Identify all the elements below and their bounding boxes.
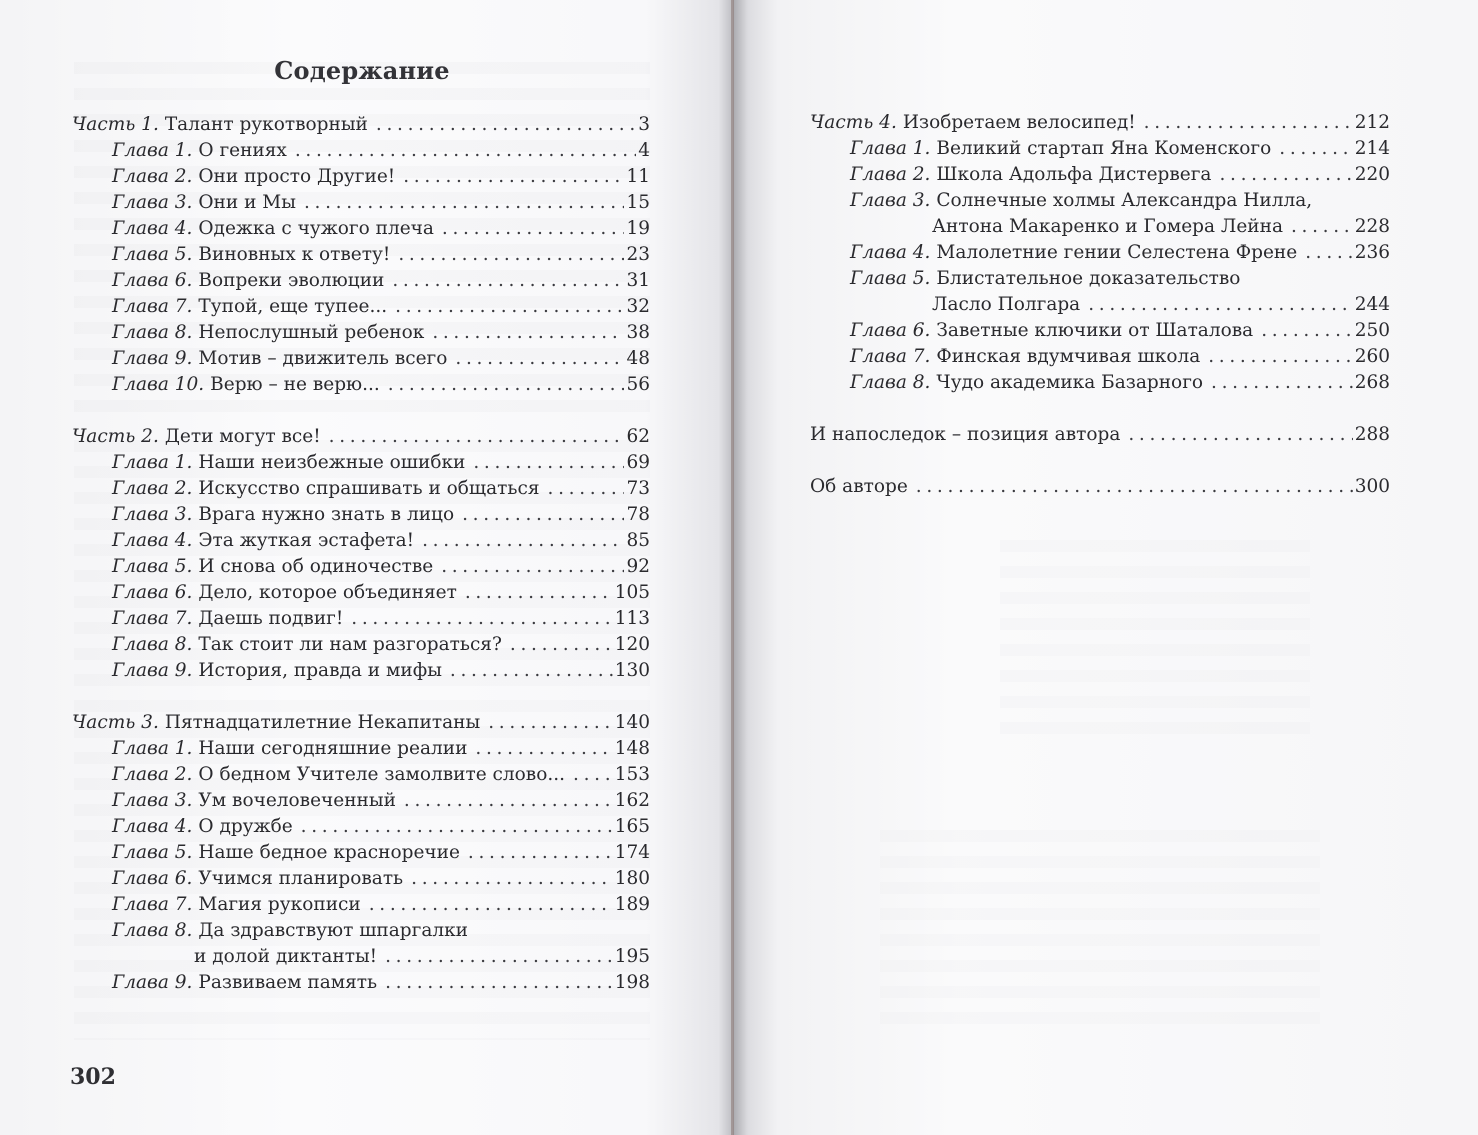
entry-page-number: 180 xyxy=(614,868,650,889)
entry-label: Глава 5. xyxy=(112,556,193,577)
toc-chapter-entry xyxy=(72,502,650,528)
toc-chapter-entry xyxy=(72,320,650,346)
dot-leader xyxy=(916,474,1353,500)
entry-title: Солнечные холмы Александра Нилла, xyxy=(936,190,1313,211)
toc-chapter-entry xyxy=(810,240,1390,266)
entry-title: Школа Адольфа Дистервега xyxy=(936,164,1212,185)
entry-page-number: 148 xyxy=(614,738,650,759)
toc-chapter-entry xyxy=(72,294,650,320)
entry-page-number: 19 xyxy=(626,218,650,239)
entry-title: Магия рукописи xyxy=(198,894,361,915)
toc-chapter-entry xyxy=(72,450,650,476)
entry-label: Глава 1. xyxy=(112,140,193,161)
book-gutter xyxy=(731,0,734,1135)
entry-title: Так стоит ли нам разгораться? xyxy=(198,634,502,655)
entry-page-number: 78 xyxy=(626,504,650,525)
entry-title: Дети могут все! xyxy=(164,426,321,447)
entry-label: Глава 1. xyxy=(112,738,193,759)
entry-label: Глава 10. xyxy=(112,374,205,395)
page-title: Содержание xyxy=(274,56,450,85)
toc-chapter-entry xyxy=(810,162,1390,188)
entry-page-number: 32 xyxy=(626,296,650,317)
entry-label: Глава 6. xyxy=(850,320,931,341)
entry-title: О дружбе xyxy=(198,816,293,837)
entry-label: Часть 2. xyxy=(72,426,159,447)
dot-leader xyxy=(403,164,624,190)
toc-chapter-entry xyxy=(72,918,650,944)
dot-leader xyxy=(398,242,624,268)
toc-chapter-entry xyxy=(72,268,650,294)
entry-title: Финская вдумчивая школа xyxy=(936,346,1201,367)
toc-chapter-entry xyxy=(72,216,650,242)
entry-label: Глава 4. xyxy=(112,218,193,239)
entry-page-number: 3 xyxy=(638,114,650,135)
entry-title: Наши неизбежные ошибки xyxy=(198,452,466,473)
entry-page-number: 174 xyxy=(614,842,650,863)
entry-label: Глава 4. xyxy=(112,530,193,551)
entry-label: Глава 8. xyxy=(112,322,193,343)
toc-chapter-entry xyxy=(72,762,650,788)
toc-chapter-entry xyxy=(72,840,650,866)
toc-part-entry xyxy=(72,710,650,736)
entry-title: Пятнадцатилетние Некапитаны xyxy=(164,712,481,733)
toc-chapter-entry xyxy=(72,892,650,918)
entry-page-number: 69 xyxy=(626,452,650,473)
entry-title: История, правда и мифы xyxy=(198,660,442,681)
dot-leader xyxy=(295,138,636,164)
entry-page-number: 4 xyxy=(638,140,650,161)
entry-label: Глава 9. xyxy=(112,348,193,369)
entry-title: Чудо академика Базарного xyxy=(936,372,1204,393)
dot-leader xyxy=(1208,344,1352,370)
toc-left-column xyxy=(72,112,650,996)
entry-title: Эта жуткая эстафета! xyxy=(198,530,415,551)
entry-title: Вопреки эволюции xyxy=(198,270,385,291)
entry-title: Одежка с чужого плеча xyxy=(198,218,434,239)
entry-page-number: 85 xyxy=(626,530,650,551)
entry-title: Развиваем память xyxy=(198,972,378,993)
dot-leader xyxy=(1128,422,1352,448)
entry-label: Глава 2. xyxy=(112,478,193,499)
toc-chapter-entry xyxy=(810,344,1390,370)
toc-chapter-entry xyxy=(810,292,1390,318)
dot-leader xyxy=(1144,110,1353,136)
toc-part-entry xyxy=(72,112,650,138)
toc-chapter-entry xyxy=(810,318,1390,344)
toc-chapter-entry xyxy=(72,632,650,658)
entry-label: Глава 2. xyxy=(112,166,193,187)
dot-leader xyxy=(548,476,625,502)
entry-page-number: 228 xyxy=(1354,216,1390,237)
entry-label: Часть 1. xyxy=(72,114,159,135)
dot-leader xyxy=(1219,162,1352,188)
entry-page-number: 250 xyxy=(1354,320,1390,341)
entry-title: Антона Макаренко и Гомера Лейна xyxy=(932,216,1283,237)
entry-label: Глава 3. xyxy=(112,504,193,525)
entry-title: Великий стартап Яна Коменского xyxy=(936,138,1272,159)
entry-label: Глава 8. xyxy=(850,372,931,393)
entry-label: Глава 5. xyxy=(850,268,931,289)
entry-page-number: 153 xyxy=(614,764,650,785)
entry-page-number: 15 xyxy=(626,192,650,213)
entry-page-number: 11 xyxy=(626,166,650,187)
toc-chapter-entry xyxy=(72,970,650,996)
entry-page-number: 189 xyxy=(614,894,650,915)
toc-chapter-entry xyxy=(72,528,650,554)
dot-leader xyxy=(395,294,624,320)
entry-page-number: 244 xyxy=(1354,294,1390,315)
entry-page-number: 165 xyxy=(614,816,650,837)
entry-title: Они просто Другие! xyxy=(198,166,396,187)
entry-label: Глава 8. xyxy=(112,634,193,655)
dot-leader xyxy=(351,606,612,632)
show-through-right xyxy=(1000,540,1310,740)
entry-page-number: 300 xyxy=(1354,476,1390,497)
entry-page-number: 268 xyxy=(1354,372,1390,393)
toc-chapter-entry xyxy=(72,606,650,632)
dot-leader xyxy=(385,970,613,996)
toc-chapter-entry xyxy=(72,788,650,814)
dot-leader xyxy=(1211,370,1353,396)
entry-label: Глава 2. xyxy=(850,164,931,185)
entry-title: Наши сегодняшние реалии xyxy=(198,738,468,759)
entry-label: Часть 3. xyxy=(72,712,159,733)
entry-page-number: 56 xyxy=(626,374,650,395)
toc-part-entry xyxy=(72,424,650,450)
toc-chapter-entry xyxy=(810,214,1390,240)
toc-part-entry xyxy=(810,474,1390,500)
page-number: 302 xyxy=(70,1064,116,1090)
dot-leader xyxy=(304,190,624,216)
dot-leader xyxy=(1291,214,1353,240)
entry-page-number: 38 xyxy=(626,322,650,343)
entry-page-number: 260 xyxy=(1354,346,1390,367)
entry-label: Глава 7. xyxy=(112,894,193,915)
entry-title: Дело, которое объединяет xyxy=(198,582,457,603)
dot-leader xyxy=(450,658,613,684)
toc-chapter-entry xyxy=(810,370,1390,396)
dot-leader xyxy=(1305,240,1352,266)
entry-page-number: 113 xyxy=(614,608,650,629)
entry-page-number: 162 xyxy=(614,790,650,811)
toc-chapter-entry xyxy=(72,658,650,684)
dot-leader xyxy=(432,320,624,346)
entry-label: Глава 9. xyxy=(112,972,193,993)
toc-chapter-entry xyxy=(72,476,650,502)
entry-label: Глава 5. xyxy=(112,842,193,863)
toc-chapter-entry xyxy=(72,866,650,892)
dot-leader xyxy=(455,346,624,372)
entry-label: Глава 3. xyxy=(850,190,931,211)
entry-label: Глава 4. xyxy=(112,816,193,837)
entry-title: Непослушный ребенок xyxy=(198,322,425,343)
entry-title: Ласло Полгара xyxy=(932,294,1081,315)
entry-label: Глава 6. xyxy=(112,868,193,889)
toc-chapter-entry xyxy=(810,266,1390,292)
entry-title: и долой диктанты! xyxy=(194,946,378,967)
entry-title: Изобретаем велосипед! xyxy=(902,112,1136,133)
entry-page-number: 31 xyxy=(626,270,650,291)
show-through-right-lower xyxy=(880,830,1320,1030)
entry-label: Глава 6. xyxy=(112,270,193,291)
toc-chapter-entry xyxy=(72,138,650,164)
toc-chapter-entry xyxy=(72,164,650,190)
dot-leader xyxy=(369,892,613,918)
toc-part-entry xyxy=(810,422,1390,448)
entry-page-number: 105 xyxy=(614,582,650,603)
toc-chapter-entry xyxy=(72,242,650,268)
toc-chapter-entry xyxy=(72,580,650,606)
entry-label: Глава 1. xyxy=(850,138,931,159)
toc-chapter-entry xyxy=(72,814,650,840)
entry-label: Глава 3. xyxy=(112,192,193,213)
entry-title: Виновных к ответу! xyxy=(198,244,391,265)
toc-chapter-entry xyxy=(72,372,650,398)
entry-label: Глава 9. xyxy=(112,660,193,681)
entry-page-number: 48 xyxy=(626,348,650,369)
entry-page-number: 198 xyxy=(614,972,650,993)
toc-chapter-entry xyxy=(72,554,650,580)
dot-leader xyxy=(385,944,613,970)
dot-leader xyxy=(573,762,613,788)
entry-title: Верю – не верю... xyxy=(210,374,380,395)
entry-title: О бедном Учителе замолвите слово... xyxy=(198,764,566,785)
entry-page-number: 195 xyxy=(614,946,650,967)
entry-title: Заветные ключики от Шаталова xyxy=(936,320,1254,341)
entry-label: Глава 8. xyxy=(112,920,193,941)
entry-label: Глава 7. xyxy=(112,296,193,317)
dot-leader xyxy=(1279,136,1352,162)
entry-title: Да здравствуют шпаргалки xyxy=(198,920,468,941)
entry-title: Малолетние гении Селестена Френе xyxy=(936,242,1298,263)
entry-title: Учимся планировать xyxy=(198,868,404,889)
entry-title: Ум вочеловеченный xyxy=(198,790,396,811)
entry-label: Часть 4. xyxy=(810,112,897,133)
entry-page-number: 92 xyxy=(626,556,650,577)
entry-title: О гениях xyxy=(198,140,287,161)
toc-chapter-entry xyxy=(72,190,650,216)
dot-leader xyxy=(441,554,624,580)
dot-leader xyxy=(468,840,613,866)
entry-label: Глава 3. xyxy=(112,790,193,811)
entry-page-number: 73 xyxy=(626,478,650,499)
toc-chapter-entry xyxy=(810,188,1390,214)
dot-leader xyxy=(1261,318,1353,344)
entry-label: Глава 7. xyxy=(850,346,931,367)
entry-title: Тупой, еще тупее... xyxy=(198,296,388,317)
dot-leader xyxy=(388,372,625,398)
toc-chapter-entry xyxy=(72,736,650,762)
toc-chapter-entry xyxy=(72,944,650,970)
entry-title: Искусство спрашивать и общаться xyxy=(198,478,540,499)
toc-chapter-entry xyxy=(810,136,1390,162)
dot-leader xyxy=(442,216,625,242)
entry-title: Даешь подвиг! xyxy=(198,608,344,629)
dot-leader xyxy=(1088,292,1352,318)
entry-title: Наше бедное красноречие xyxy=(198,842,460,863)
entry-label: Глава 1. xyxy=(112,452,193,473)
dot-leader xyxy=(411,866,613,892)
entry-title: Об авторе xyxy=(810,476,908,497)
entry-title: Врага нужно знать в лицо xyxy=(198,504,455,525)
entry-page-number: 288 xyxy=(1354,424,1390,445)
entry-label: Глава 2. xyxy=(112,764,193,785)
entry-page-number: 236 xyxy=(1354,242,1390,263)
entry-title: И напоследок – позиция автора xyxy=(810,424,1121,445)
entry-title: Талант рукотворный xyxy=(164,114,368,135)
entry-page-number: 23 xyxy=(626,244,650,265)
dot-leader xyxy=(392,268,624,294)
entry-page-number: 120 xyxy=(614,634,650,655)
entry-label: Глава 6. xyxy=(112,582,193,603)
entry-title: Они и Мы xyxy=(198,192,296,213)
toc-right-column xyxy=(810,110,1390,500)
dot-leader xyxy=(376,112,636,138)
toc-part-entry xyxy=(810,110,1390,136)
dot-leader xyxy=(329,424,625,450)
dot-leader xyxy=(404,788,613,814)
dot-leader xyxy=(462,502,624,528)
dot-leader xyxy=(422,528,624,554)
dot-leader xyxy=(510,632,613,658)
entry-page-number: 214 xyxy=(1354,138,1390,159)
entry-title: И снова об одиночестве xyxy=(198,556,434,577)
entry-label: Глава 5. xyxy=(112,244,193,265)
entry-title: Мотив – движитель всего xyxy=(198,348,448,369)
entry-page-number: 140 xyxy=(614,712,650,733)
dot-leader xyxy=(488,710,612,736)
entry-label: Глава 4. xyxy=(850,242,931,263)
dot-leader xyxy=(473,450,624,476)
toc-chapter-entry xyxy=(72,346,650,372)
entry-page-number: 130 xyxy=(614,660,650,681)
entry-page-number: 62 xyxy=(626,426,650,447)
entry-title: Блистательное доказательство xyxy=(936,268,1241,289)
dot-leader xyxy=(301,814,613,840)
entry-page-number: 212 xyxy=(1354,112,1390,133)
entry-page-number: 220 xyxy=(1354,164,1390,185)
dot-leader xyxy=(475,736,612,762)
entry-label: Глава 7. xyxy=(112,608,193,629)
dot-leader xyxy=(465,580,613,606)
